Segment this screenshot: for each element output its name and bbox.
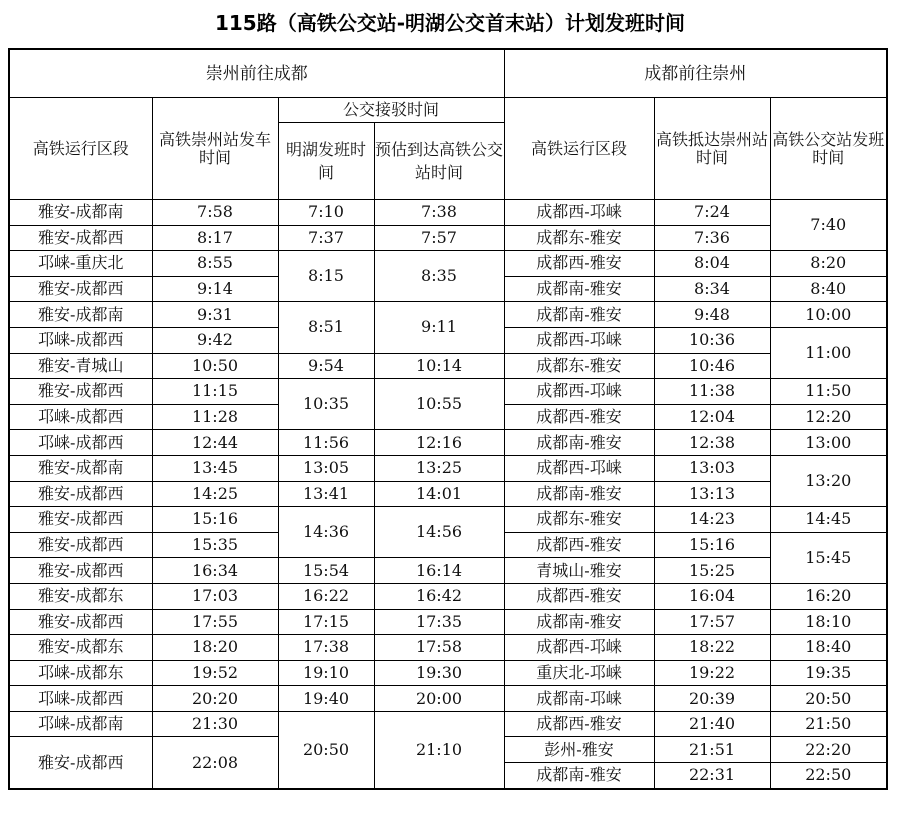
table-row [9,302,887,328]
bus-depart-cell: 11:50 [770,379,887,405]
out-depart-cell: 11:15 [152,379,278,405]
out-segment-cell: 雅安-成都西 [9,532,152,558]
out-depart-cell: 9:31 [152,302,278,328]
in-arrive-cell: 8:34 [654,276,770,302]
out-segment-cell: 雅安-成都西 [9,379,152,405]
in-segment-cell: 成都南-雅安 [504,276,654,302]
arrive-time-cell: 7:57 [374,225,504,251]
out-segment-cell: 雅安-成都南 [9,200,152,226]
minghu-time-cell: 16:22 [278,583,374,609]
minghu-time-cell: 19:40 [278,686,374,712]
in-arrive-cell: 15:25 [654,558,770,584]
table-row [9,455,887,481]
col-header-in-bus: 高铁公交站发班时间 [770,98,887,200]
in-segment-cell: 成都东-雅安 [504,353,654,379]
bus-depart-cell: 13:20 [770,455,887,506]
in-arrive-cell: 12:38 [654,430,770,456]
out-segment-cell: 雅安-成都西 [9,558,152,584]
minghu-time-cell: 11:56 [278,430,374,456]
in-segment-cell: 成都南-雅安 [504,609,654,635]
in-arrive-cell: 15:16 [654,532,770,558]
col-header-bus-group: 公交接驳时间 [278,98,504,123]
bus-depart-cell: 18:40 [770,635,887,661]
out-segment-cell: 雅安-成都西 [9,737,152,789]
bus-depart-cell: 22:50 [770,763,887,789]
col-header-in-segment: 高铁运行区段 [504,98,654,200]
out-depart-cell: 9:42 [152,327,278,353]
minghu-time-cell: 19:10 [278,660,374,686]
in-segment-cell: 成都东-雅安 [504,507,654,533]
arrive-time-cell: 21:10 [374,711,504,788]
in-segment-cell: 成都南-雅安 [504,302,654,328]
out-depart-cell: 18:20 [152,635,278,661]
page-title: 115路（高铁公交站-明湖公交首末站）计划发班时间 [214,11,686,35]
in-segment-cell: 成都南-邛崃 [504,686,654,712]
in-arrive-cell: 20:39 [654,686,770,712]
table-row [9,609,887,635]
arrive-time-cell: 16:14 [374,558,504,584]
in-segment-cell: 重庆北-邛崃 [504,660,654,686]
out-depart-cell: 15:35 [152,532,278,558]
in-arrive-cell: 10:46 [654,353,770,379]
in-arrive-cell: 13:03 [654,455,770,481]
arrive-time-cell: 8:35 [374,251,504,302]
in-arrive-cell: 18:22 [654,635,770,661]
out-segment-cell: 雅安-成都西 [9,481,152,507]
table-row [9,225,887,251]
arrive-time-cell: 17:35 [374,609,504,635]
in-segment-cell: 成都西-邛崃 [504,635,654,661]
arrive-time-cell: 12:16 [374,430,504,456]
in-segment-cell: 成都南-雅安 [504,481,654,507]
out-depart-cell: 15:16 [152,507,278,533]
arrive-time-cell: 17:58 [374,635,504,661]
out-depart-cell: 17:55 [152,609,278,635]
in-arrive-cell: 11:38 [654,379,770,405]
in-segment-cell: 成都东-雅安 [504,225,654,251]
out-segment-cell: 雅安-成都西 [9,225,152,251]
in-segment-cell: 成都西-邛崃 [504,327,654,353]
table-row [9,583,887,609]
in-arrive-cell: 21:51 [654,737,770,763]
table-row [9,379,887,405]
arrive-time-cell: 13:25 [374,455,504,481]
out-depart-cell: 16:34 [152,558,278,584]
minghu-time-cell: 20:50 [278,711,374,788]
minghu-time-cell: 13:41 [278,481,374,507]
in-segment-cell: 成都西-雅安 [504,711,654,737]
out-depart-cell: 7:58 [152,200,278,226]
in-arrive-cell: 7:36 [654,225,770,251]
minghu-time-cell: 7:10 [278,200,374,226]
minghu-time-cell: 10:35 [278,379,374,430]
col-header-in-arrive: 高铁抵达崇州站时间 [654,98,770,200]
section-header-outbound: 崇州前往成都 [9,49,504,98]
table-row [9,558,887,584]
out-segment-cell: 邛崃-重庆北 [9,251,152,277]
arrive-time-cell: 10:55 [374,379,504,430]
out-depart-cell: 21:30 [152,711,278,737]
bus-depart-cell: 18:10 [770,609,887,635]
schedule-table [8,48,888,790]
out-depart-cell: 12:44 [152,430,278,456]
out-depart-cell: 11:28 [152,404,278,430]
bus-depart-cell: 21:50 [770,711,887,737]
out-segment-cell: 雅安-成都西 [9,276,152,302]
out-depart-cell: 20:20 [152,686,278,712]
out-depart-cell: 10:50 [152,353,278,379]
arrive-time-cell: 19:30 [374,660,504,686]
in-segment-cell: 成都西-雅安 [504,251,654,277]
in-arrive-cell: 17:57 [654,609,770,635]
bus-depart-cell: 20:50 [770,686,887,712]
in-segment-cell: 成都西-雅安 [504,532,654,558]
out-depart-cell: 8:55 [152,251,278,277]
out-depart-cell: 14:25 [152,481,278,507]
minghu-time-cell: 7:37 [278,225,374,251]
out-segment-cell: 雅安-青城山 [9,353,152,379]
minghu-time-cell: 14:36 [278,507,374,558]
bus-depart-cell: 16:20 [770,583,887,609]
out-segment-cell: 邛崃-成都西 [9,327,152,353]
table-row [9,660,887,686]
in-arrive-cell: 8:04 [654,251,770,277]
table-row [9,200,887,226]
minghu-time-cell: 9:54 [278,353,374,379]
bus-depart-cell: 13:00 [770,430,887,456]
in-segment-cell: 成都西-雅安 [504,404,654,430]
out-segment-cell: 邛崃-成都东 [9,660,152,686]
bus-depart-cell: 8:40 [770,276,887,302]
out-segment-cell: 邛崃-成都西 [9,686,152,712]
arrive-time-cell: 16:42 [374,583,504,609]
bus-depart-cell: 19:35 [770,660,887,686]
bus-depart-cell: 11:00 [770,327,887,378]
out-segment-cell: 雅安-成都东 [9,583,152,609]
out-segment-cell: 雅安-成都南 [9,455,152,481]
in-arrive-cell: 12:04 [654,404,770,430]
table-row [9,635,887,661]
in-segment-cell: 青城山-雅安 [504,558,654,584]
in-segment-cell: 成都西-邛崃 [504,455,654,481]
out-segment-cell: 雅安-成都西 [9,609,152,635]
in-segment-cell: 成都南-雅安 [504,763,654,789]
table-row [9,251,887,277]
out-segment-cell: 邛崃-成都南 [9,711,152,737]
arrive-time-cell: 7:38 [374,200,504,226]
bus-depart-cell: 8:20 [770,251,887,277]
in-arrive-cell: 16:04 [654,583,770,609]
in-arrive-cell: 22:31 [654,763,770,789]
table-row [9,711,887,737]
out-segment-cell: 邛崃-成都西 [9,430,152,456]
arrive-time-cell: 14:01 [374,481,504,507]
out-depart-cell: 17:03 [152,583,278,609]
bus-depart-cell: 10:00 [770,302,887,328]
arrive-time-cell: 10:14 [374,353,504,379]
minghu-time-cell: 17:15 [278,609,374,635]
table-row [9,430,887,456]
bus-depart-cell: 14:45 [770,507,887,533]
col-header-minghu: 明湖发班时间 [278,123,374,200]
out-segment-cell: 邛崃-成都西 [9,404,152,430]
arrive-time-cell: 14:56 [374,507,504,558]
out-depart-cell: 9:14 [152,276,278,302]
in-segment-cell: 成都西-邛崃 [504,379,654,405]
section-header-inbound: 成都前往崇州 [504,49,887,98]
in-arrive-cell: 14:23 [654,507,770,533]
in-arrive-cell: 21:40 [654,711,770,737]
minghu-time-cell: 13:05 [278,455,374,481]
in-segment-cell: 彭州-雅安 [504,737,654,763]
out-depart-cell: 19:52 [152,660,278,686]
bus-depart-cell: 15:45 [770,532,887,583]
out-segment-cell: 雅安-成都东 [9,635,152,661]
bus-depart-cell: 7:40 [770,200,887,251]
in-arrive-cell: 9:48 [654,302,770,328]
table-row [9,481,887,507]
out-depart-cell: 8:17 [152,225,278,251]
minghu-time-cell: 8:15 [278,251,374,302]
col-header-out-depart: 高铁崇州站发车时间 [152,98,278,200]
out-depart-cell: 22:08 [152,737,278,789]
table-row [9,507,887,533]
out-segment-cell: 雅安-成都南 [9,302,152,328]
out-depart-cell: 13:45 [152,455,278,481]
col-header-out-arrive: 预估到达高铁公交站时间 [374,123,504,200]
arrive-time-cell: 20:00 [374,686,504,712]
col-header-out-segment: 高铁运行区段 [9,98,152,200]
in-arrive-cell: 10:36 [654,327,770,353]
minghu-time-cell: 17:38 [278,635,374,661]
minghu-time-cell: 8:51 [278,302,374,353]
in-arrive-cell: 13:13 [654,481,770,507]
out-segment-cell: 雅安-成都西 [9,507,152,533]
in-segment-cell: 成都西-邛崃 [504,200,654,226]
in-arrive-cell: 19:22 [654,660,770,686]
table-row [9,686,887,712]
table-row [9,353,887,379]
bus-depart-cell: 22:20 [770,737,887,763]
in-arrive-cell: 7:24 [654,200,770,226]
in-segment-cell: 成都南-雅安 [504,430,654,456]
bus-depart-cell: 12:20 [770,404,887,430]
arrive-time-cell: 9:11 [374,302,504,353]
in-segment-cell: 成都西-雅安 [504,583,654,609]
minghu-time-cell: 15:54 [278,558,374,584]
